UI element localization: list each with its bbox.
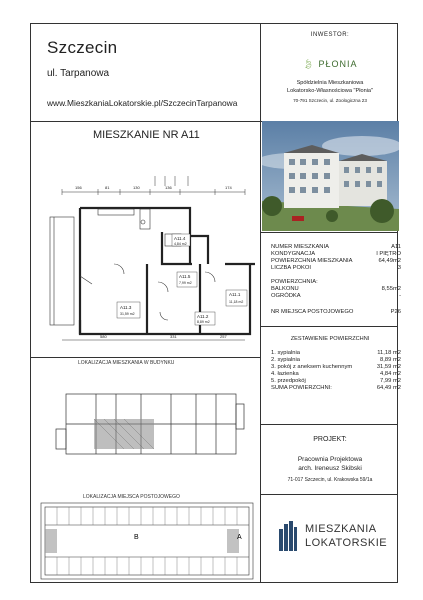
extras-value: 8,55m2: [381, 286, 401, 292]
room-label-a11-2: A11.2: [197, 314, 209, 319]
area-label: 2. sypialnia: [271, 357, 301, 363]
extras-value: -: [399, 293, 401, 299]
header-divider: [31, 121, 260, 122]
svg-text:580: 580: [100, 334, 107, 339]
area-label: SUMA POWIERZCHNI:: [271, 385, 332, 391]
svg-text:11,18 m2: 11,18 m2: [229, 300, 244, 304]
apartment-title: MIESZKANIE NR A11: [93, 129, 200, 141]
svg-text:257: 257: [220, 334, 227, 339]
detail-label: KONDYGNACJA: [271, 251, 316, 257]
investor-name-line1: Spółdzielnia Mieszkaniowa: [296, 80, 364, 86]
detail-label: NUMER MIESZKANIA: [271, 244, 329, 250]
area-label: 4. łazienka: [271, 371, 299, 377]
leaf-icon: 🍃︎: [302, 59, 315, 69]
detail-value: 3: [397, 265, 401, 271]
project-line1: Pracownia Projektowa: [297, 456, 363, 463]
svg-text:4,84 m2: 4,84 m2: [174, 242, 187, 246]
investor-label: INWESTOR:: [310, 32, 350, 38]
parking-marker-a: A: [237, 534, 242, 541]
detail-label: LICZBA POKOI: [271, 265, 311, 271]
svg-text:174: 174: [225, 185, 232, 190]
detail-label: POWIERZCHNIA MIESZKANIA: [271, 258, 353, 264]
brand-name: PŁONIA: [318, 59, 358, 69]
area-label: 5. przedpokój: [271, 378, 306, 384]
building-logo-icon: [279, 521, 297, 551]
area-value: 64,49 m2: [376, 385, 401, 391]
parking-label: NR MIEJSCA POSTOJOWEGO: [271, 309, 354, 315]
areas-divider: [260, 424, 397, 425]
parking-marker-b: B: [134, 534, 139, 541]
project-line2: arch. Ireneusz Skibski: [298, 465, 362, 472]
room-label-a11-3: A11.3: [120, 305, 132, 310]
photo-divider: [260, 232, 397, 233]
investor-brand: [261, 59, 399, 70]
parking-location-map: [37, 499, 257, 583]
building-location-map: [46, 389, 246, 474]
column-divider: [260, 24, 261, 582]
room-label-a11-1: A11.1: [229, 292, 241, 297]
floor-plan: [40, 172, 255, 362]
svg-text:8,89 m2: 8,89 m2: [197, 320, 210, 324]
area-value: 8,89 m2: [380, 357, 401, 363]
extras-label: BALKONU: [271, 286, 299, 292]
svg-text:81: 81: [105, 185, 110, 190]
logo-line2: LOKATORSKIE: [305, 537, 388, 549]
logo-line1: MIESZKANIA: [305, 523, 377, 535]
building-location-label: LOKALIZACJA MIESZKANIA W BUDYNKU: [78, 360, 175, 366]
svg-text:331: 331: [170, 334, 177, 339]
area-label: 3. pokój z aneksem kuchennym: [271, 364, 353, 370]
area-value: 4,84 m2: [380, 371, 401, 377]
areas-title: ZESTAWIENIE POWIERZCHNI: [290, 336, 370, 342]
apartment-highlight: [94, 419, 154, 449]
street-name: ul. Tarpanowa: [47, 68, 110, 79]
project-label: PROJEKT:: [313, 436, 347, 443]
parking-location-label: LOKALIZACJA MIEJSCA POSTOJOWEGO: [83, 494, 180, 500]
area-value: 31,59 m2: [376, 364, 401, 370]
svg-text:156: 156: [75, 185, 82, 190]
project-divider: [260, 494, 397, 495]
svg-text:31,59 m2: 31,59 m2: [120, 312, 135, 316]
area-label: 1. sypialnia: [271, 350, 301, 356]
city-title: Szczecin: [47, 38, 118, 57]
details-divider: [260, 326, 397, 327]
document-frame: [30, 23, 401, 583]
svg-text:7,99 m2: 7,99 m2: [179, 281, 192, 285]
area-value: 11,18 m2: [377, 350, 401, 356]
investor-address: 70-791 Szczecin, ul. Zoologiczna 23: [293, 98, 367, 103]
extras-label: POWIERZCHNIA:: [271, 279, 318, 285]
parking-value: P26: [390, 309, 401, 315]
detail-value: I PIĘTRO: [376, 251, 401, 257]
detail-value: A11: [391, 244, 401, 250]
website-url[interactable]: www.MieszkaniaLokatorskie.pl/SzczecinTarpanowa: [47, 98, 238, 108]
room-label-a11-5: A11.5: [179, 274, 191, 279]
investor-name-line2: Lokatorsko-Własnościowa "Płonia": [286, 88, 374, 94]
extras-label: OGRÓDKA: [271, 293, 301, 299]
room-label-a11-4: A11.4: [174, 236, 186, 241]
svg-text:130: 130: [133, 185, 140, 190]
area-value: 7,99 m2: [380, 378, 401, 384]
detail-value: 64,49m2: [378, 258, 401, 264]
project-address: 71-017 Szczecin, ul. Krakowska 59/1a: [287, 477, 373, 483]
building-photo: [262, 121, 399, 231]
svg-text:136: 136: [165, 185, 172, 190]
